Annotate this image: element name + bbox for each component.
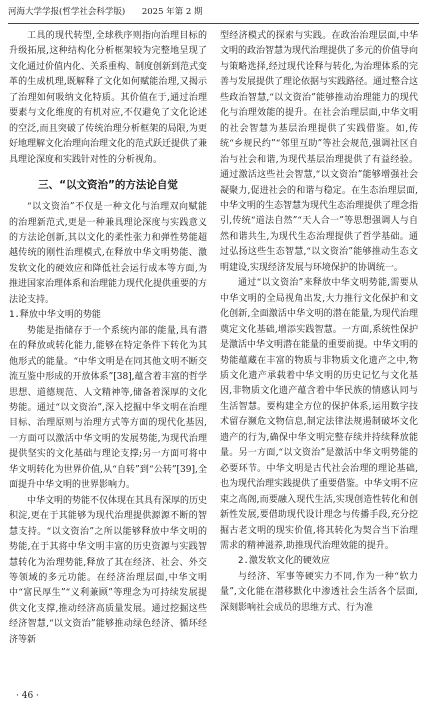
paragraph: 型经济模式的探索与实践。在政治治理层面,中华文明的政治智慧为现代治理提供了多元的价值导向与策略选择,经过现代诠释与转化,为治理体系的完善与发展提供了理论依据与实践路径。通过整合这些政治智慧,“以文资治”能够推动治理能力的现代化与治理效能的提升。在社会治理层面,中华文明的社会智慧为基层治理提供了实践借鉴。如,传统“乡规民约”“邻里互助”等社会规范,强调社区自治与社会和谐,为现代基层治理提供了有益经验。通过激活这些社会智慧,“以文资治”能够增强社会凝聚力,促进社会的和谐与稳定。在生态治理层面,中华文明的生态智慧为现代生态治理提供了理念指引,传统“道法自然”“天人合一”等思想强调人与自然和谐共生,为现代生态治理提供了哲学基础。通过弘扬这些生态智慧,“以文资治”能够推动生态文明建设,实现经济发展与环境保护的协调统一。 — [220, 31, 418, 273]
journal-name: 河海大学学报(哲学社会科学版) — [8, 7, 126, 17]
subsection-heading: 1.释放中华文明的势能 — [9, 310, 101, 321]
header-rule — [8, 23, 419, 24]
section-heading: 三、“以文资治”的方法论自觉 — [38, 179, 178, 192]
paragraph: 中华文明的势能不仅体现在其具有深厚的历史积淀,更在于其能够为现代治理提供源源不断的智慧支持。“以文资治”之所以能够释放中华文明的势能,在于其将中华文明丰富的历史资源与实践智慧转化为治理势能,释放了其在经济、社会、外交等领域的多元功能。在经济治理层面,中华文明中“富民厚生”“义利兼顾”等理念为可持续发展提供文化支撑,推动经济高质量发展。通过挖掘这些经济智慧,“以文资治”能够推动绿色经济、循环经济等新 — [9, 495, 207, 645]
subsection-heading: 2.激发软文化的硬效应 — [238, 556, 330, 567]
paragraph: 工具的现代转型,全球秩序则指向治理目标的升级拓展,这种结构化分析框架较为完整地呈现了文化通过价值内化、关系重构、制度创新到范式变革的生成机理,既解释了文化如何赋能治理,又揭示了治理如何吸纳文化特质。其价值在于,通过治理要素与文化维度的有机对应,不仅避免了文化论述的空泛,而且突破了传统治理分析框架的局限,为更好地理解文化治理向治理文化的范式跃迁提供了兼具理论深度和实践针对性的分析视角。 — [9, 31, 207, 165]
paragraph: 通过“以文资治”来释放中华文明势能,需要从中华文明的全局视角出发,大力推行文化保护和文化创新,全面激活中华文明的潜在能量,为现代治理奠定文化基础,增添实践智慧。一方面,系统性保护是激活中华文明潜在能量的重要前提。中华文明的势能蕴藏在丰富的物质与非物质文化遗产之中,物质文化遗产承载着中华文明的历史记忆与文化基因,非物质文化遗产蕴含着中华民族的情感认同与生活智慧。要构建全方位的保护体系,运用数字技术留存濒危文物信息,制定法律法规遏制破坏文化遗产的行为,确保中华文明完整存续并持续释放能量。另一方面,“以文资治”是激活中华文明势能的必要环节。中华文明是古代社会治理的理论基础,也为现代治理实践提供了重要借鉴。中华文明不应束之高阁,而要融入现代生活,实现创造性转化和创新性发展,要借助现代设计理念与传播手段,充分挖掘古老文明的现实价值,将其转化为契合当下治理需求的精神滋养,助推现代治理效能的提升。 — [220, 278, 418, 551]
paragraph: 与经济、军事等硬实力不同,作为一种“软力量”,文化能在潜移默化中渗透社会生活各个层面,深刻影响社会成员的思维方式、行为准 — [220, 571, 418, 613]
issue-label: 2025 年第 2 期 — [141, 7, 203, 17]
paragraph: 势能是指储存于一个系统内部的能量,具有潜在的释放或转化能力,能够在特定条件下转化为其他形式的能量。“中华文明是在同其他文明不断交流互鉴中形成的开放体系”[38],蕴含着丰富的哲学思想、道德规范、人文精神等,储备着深厚的文化势能。通过“以文资治”,深入挖掘中华文明在治理目标、治理原则与治理方式等方面的现代化基因,一方面可以激活中华文明的发展势能,为现代治理提供坚实的文化基础与理论支撑;另一方面可将中华文明转化为世界价值,从“自转”到“公转”[39],全面提升中华文明的世界影响力。 — [9, 325, 207, 491]
left-column — [9, 29, 207, 685]
running-header — [8, 5, 418, 20]
right-column — [220, 29, 418, 685]
paragraph: “以文资治”不仅是一种文化与治理双向赋能的治理新范式,更是一种兼具理论深度与实践意义的方法论创新,其以文化的柔性张力和弹性势能超越传统的刚性治理模式,在释放中华文明势能、激发软文化的硬效应和降低社会运行成本等方面,为推进国家治理体系和治理能力现代化提供重要的方法论支持。 — [9, 202, 207, 305]
page-number: · 46 · — [16, 691, 39, 701]
